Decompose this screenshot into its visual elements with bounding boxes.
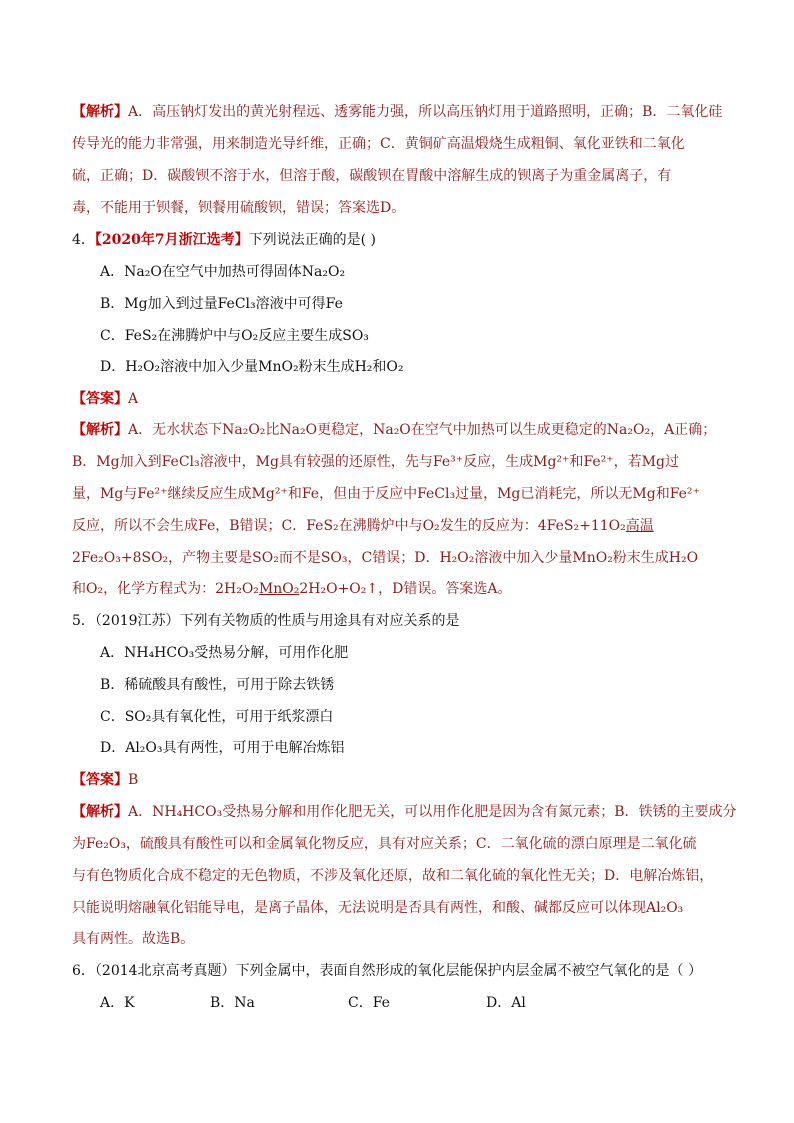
q4-analysis-line-3: 量，Mg与Fe²⁺继续反应生成Mg²⁺和Fe，但由于反应中FeCl₃过量，Mg已消耗完，所以无Mg和Fe²⁺ [72, 486, 700, 502]
condition-high-temp: 高温 [625, 518, 654, 534]
q5-analysis-line-5: 具有两性。故选B。 [72, 931, 195, 947]
q5-analysis-line-4: 只能说明熔融氧化铝能导电，是离子晶体，无法说明是否具有两性，和酸、碱都反应可以体现Al₂O₃ [72, 900, 684, 916]
q6-stem-text: 下列金属中，表面自然形成的氧化层能保护内层金属不被空气氧化的是（ ） [235, 963, 703, 979]
q4-analysis-line-1 [72, 420, 716, 440]
q6-option-b: B．Na [210, 995, 255, 1011]
q4-analysis-line-2: B．Mg加入到FeCl₃溶液中，Mg具有较强的还原性，先与Fe³⁺反应，生成Mg²⁺和Fe²⁺，若Mg过 [72, 454, 679, 470]
q4-analysis-text-7: 2H₂O+O₂↑，D错误。答案选A。 [299, 581, 512, 597]
q3-analysis-line-1 [72, 102, 722, 122]
q3-analysis-line-3: 硫，正确；D．碳酸钡不溶于水，但溶于酸，碳酸钡在胃酸中溶解生成的钡离子为重金属离子，有 [72, 168, 672, 184]
q4-analysis-text-1: A．无水状态下Na₂O₂比Na₂O更稳定，Na₂O在空气中加热可以生成更稳定的Na₂O₂，A正确； [128, 422, 717, 438]
q6-option-d: D．Al [486, 995, 526, 1011]
q4-analysis-line-5: 2Fe₂O₃+8SO₂，产物主要是SO₂而不是SO₃，C错误；D．H₂O₂溶液中加入少量MnO₂粉末生成H₂O [72, 550, 699, 566]
q5-number: 5． [72, 613, 95, 629]
q4-option-d: D．H₂O₂溶液中加入少量MnO₂粉末生成H₂和O₂ [100, 359, 404, 375]
q4-answer [72, 389, 138, 409]
q4-analysis-line-4 [72, 516, 654, 536]
q5-analysis-line-1 [72, 802, 736, 822]
q4-source: 【2020年7月浙江选考】 [94, 232, 249, 248]
q5-option-d: D．Al₂O₃具有两性，可用于电解冶炼铝 [100, 740, 345, 756]
q5-stem-text: 下列有关物质的性质与用途具有对应关系的是 [179, 613, 460, 629]
q5-answer [72, 770, 138, 790]
q4-answer-value: A [128, 391, 139, 407]
q6-option-a: A．K [100, 995, 135, 1011]
q3-analysis-line-4: 毒，不能用于钡餐，钡餐用硫酸钡，错误；答案选D。 [72, 200, 406, 216]
q5-option-a: A．NH₄HCO₃受热易分解，可用作化肥 [100, 645, 349, 661]
q5-analysis-text-1: A．NH₄HCO₃受热易分解和用作化肥无关，可以用作化肥是因为含有氮元素；B．铁锈的主要成分 [128, 804, 737, 820]
q6-source: （2014北京高考真题） [94, 963, 236, 979]
q4-option-c: C．FeS₂在沸腾炉中与O₂反应主要生成SO₃ [100, 328, 369, 344]
q5-option-b: B．稀硫酸具有酸性，可用于除去铁锈 [100, 677, 335, 693]
q6-option-c: C．Fe [348, 995, 390, 1011]
q5-analysis-line-3: 与有色物质化合成不稳定的无色物质，不涉及氧化还原，故和二氧化硫的氧化性无关；D．电解冶炼铝， [72, 868, 714, 884]
q5-analysis-tag: 【解析】 [72, 804, 128, 820]
q3-analysis-line-2: 传导光的能力非常强，用来制造光导纤维，正确；C．黄铜矿高温煅烧生成粗铜、氧化亚铁和二氧化 [72, 136, 685, 152]
q4-answer-tag: 【答案】 [72, 391, 128, 407]
q4-option-b: B．Mg加入到过量FeCl₃溶液中可得Fe [100, 296, 343, 312]
q4-analysis-text-4: 反应，所以不会生成Fe，B错误；C．FeS₂在沸腾炉中与O₂发生的反应为：4FeS₂+11O₂ [72, 518, 626, 534]
q5-stem [72, 611, 460, 631]
q6-number: 6． [72, 963, 95, 979]
q5-answer-value: B [128, 772, 139, 788]
q3-analysis-text-1: A．高压钠灯发出的黄光射程远、透雾能力强，所以高压钠灯用于道路照明，正确；B．二氧化硅 [128, 104, 723, 120]
q5-analysis-line-2: 为Fe₂O₃，硫酸具有酸性可以和金属氧化物反应，具有对应关系；C．二氧化硫的漂白原理是二氧化硫 [72, 836, 697, 852]
q4-analysis-tag: 【解析】 [72, 422, 128, 438]
q4-analysis-text-6: 和O₂，化学方程式为：2H₂O₂ [72, 581, 259, 597]
q4-option-a: A．Na₂O在空气中加热可得固体Na₂O₂ [100, 264, 346, 280]
q4-number: 4． [72, 232, 95, 248]
q5-option-c: C．SO₂具有氧化性，可用于纸浆漂白 [100, 709, 334, 725]
q6-stem [72, 961, 702, 981]
q4-stem-text: 下列说法正确的是( ) [248, 232, 377, 248]
catalyst-mno2: MnO₂ [258, 581, 300, 597]
q5-source: （2019江苏） [94, 613, 180, 629]
q3-analysis-tag: 【解析】 [72, 104, 128, 120]
q4-stem [72, 230, 376, 250]
q5-answer-tag: 【答案】 [72, 772, 128, 788]
q4-analysis-line-6 [72, 579, 511, 599]
